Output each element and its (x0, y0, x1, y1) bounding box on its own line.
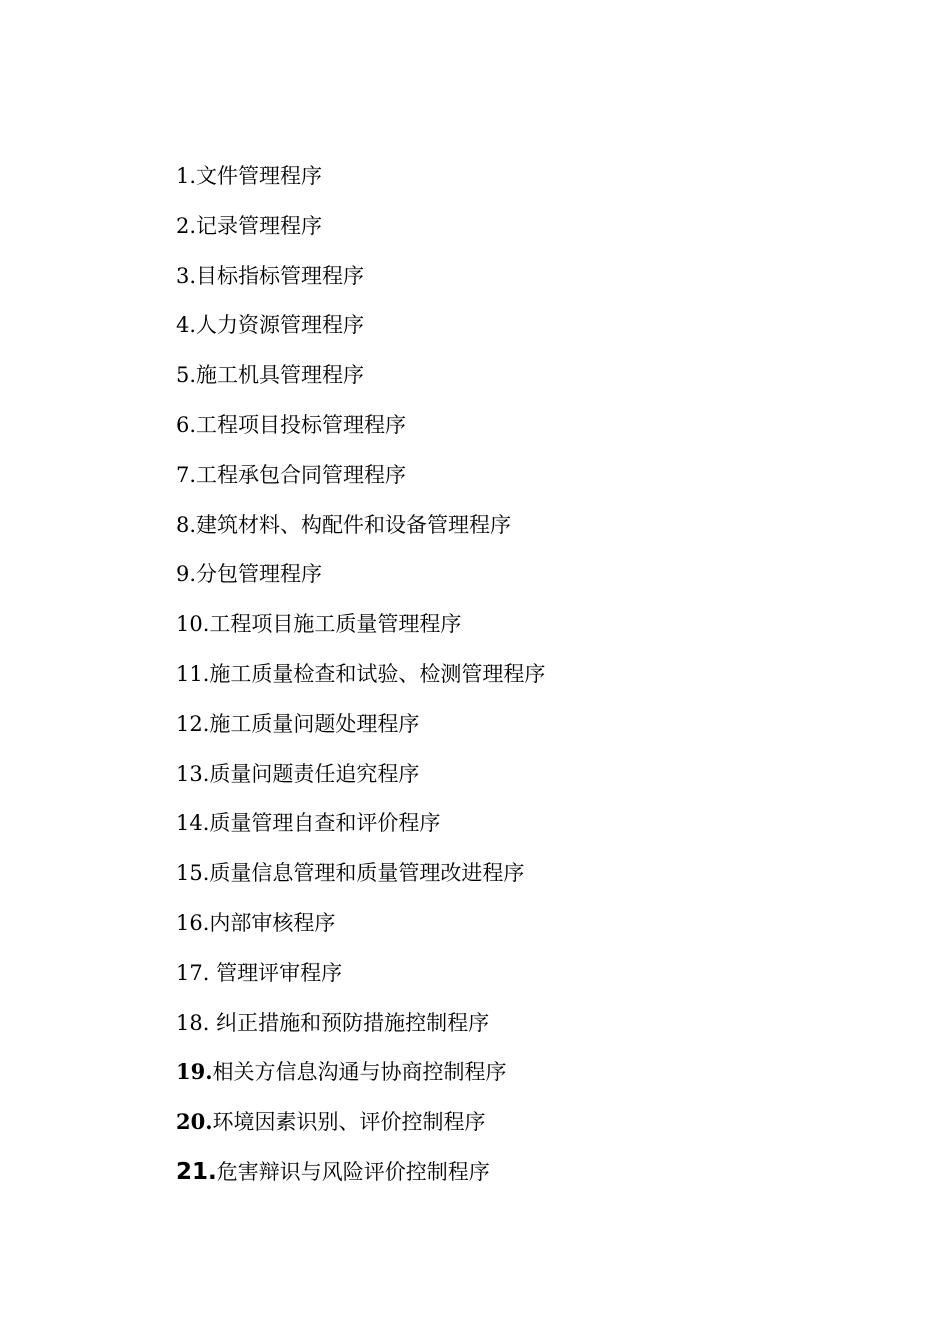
item-text: 工程项目投标管理程序 (196, 412, 407, 437)
list-item (176, 1007, 545, 1057)
item-number: 13. (176, 761, 210, 786)
item-number: 19. (176, 1059, 213, 1085)
item-number: 18. (176, 1010, 210, 1035)
item-number: 4. (176, 313, 197, 338)
list-item (176, 907, 545, 957)
item-number: 17. (176, 960, 210, 985)
item-text: 施工机具管理程序 (196, 363, 365, 388)
list-item (176, 1156, 545, 1206)
item-number: 15. (176, 861, 210, 886)
item-number: 14. (176, 811, 210, 836)
item-text: 纠正措施和预防措施控制程序 (209, 1010, 490, 1035)
list-item (176, 260, 545, 310)
list-item (176, 359, 545, 409)
list-item (176, 608, 545, 658)
item-number: 5. (176, 363, 197, 388)
list-item (176, 558, 545, 608)
procedure-list (176, 160, 545, 1206)
item-text: 质量问题责任追究程序 (209, 761, 420, 786)
item-text: 相关方信息沟通与协商控制程序 (212, 1060, 507, 1085)
item-text: 内部审核程序 (209, 910, 336, 935)
item-text: 人力资源管理程序 (196, 313, 365, 338)
item-text: 危害辩识与风险评价控制程序 (216, 1159, 490, 1184)
list-item (176, 708, 545, 758)
item-text: 质量信息管理和质量管理改进程序 (209, 861, 525, 886)
list-item (176, 160, 545, 210)
item-text: 工程承包合同管理程序 (196, 462, 407, 487)
item-number: 6. (176, 412, 197, 437)
item-number: 3. (176, 263, 197, 288)
list-item (176, 509, 545, 559)
item-number: 2. (176, 213, 197, 238)
item-text: 工程项目施工质量管理程序 (209, 612, 462, 637)
list-item (176, 309, 545, 359)
list-item (176, 857, 545, 907)
item-number: 11. (176, 661, 210, 686)
item-number: 20. (176, 1109, 213, 1135)
item-number: 16. (176, 910, 210, 935)
item-text: 施工质量问题处理程序 (209, 711, 420, 736)
list-item (176, 1106, 545, 1156)
item-text: 质量管理自查和评价程序 (209, 811, 441, 836)
item-text: 文件管理程序 (196, 164, 323, 188)
item-text: 环境因素识别、评价控制程序 (212, 1110, 486, 1135)
item-text: 施工质量检查和试验、检测管理程序 (209, 661, 546, 686)
item-number: 8. (176, 512, 197, 537)
list-item (176, 758, 545, 808)
list-item (176, 409, 545, 459)
item-text: 分包管理程序 (196, 562, 323, 587)
list-item (176, 957, 545, 1007)
list-item (176, 807, 545, 857)
item-text: 建筑材料、构配件和设备管理程序 (196, 512, 512, 537)
item-number: 7. (176, 462, 197, 487)
item-number: 10. (176, 612, 210, 637)
list-item (176, 459, 545, 509)
list-item (176, 1056, 545, 1106)
item-number: 21. (176, 1158, 217, 1185)
list-item (176, 210, 545, 260)
item-text: 记录管理程序 (196, 213, 323, 238)
item-number: 1. (176, 164, 197, 188)
list-item (176, 658, 545, 708)
item-number: 9. (176, 562, 197, 587)
item-text: 目标指标管理程序 (196, 263, 365, 288)
item-text: 管理评审程序 (209, 960, 343, 985)
item-number: 12. (176, 711, 210, 736)
